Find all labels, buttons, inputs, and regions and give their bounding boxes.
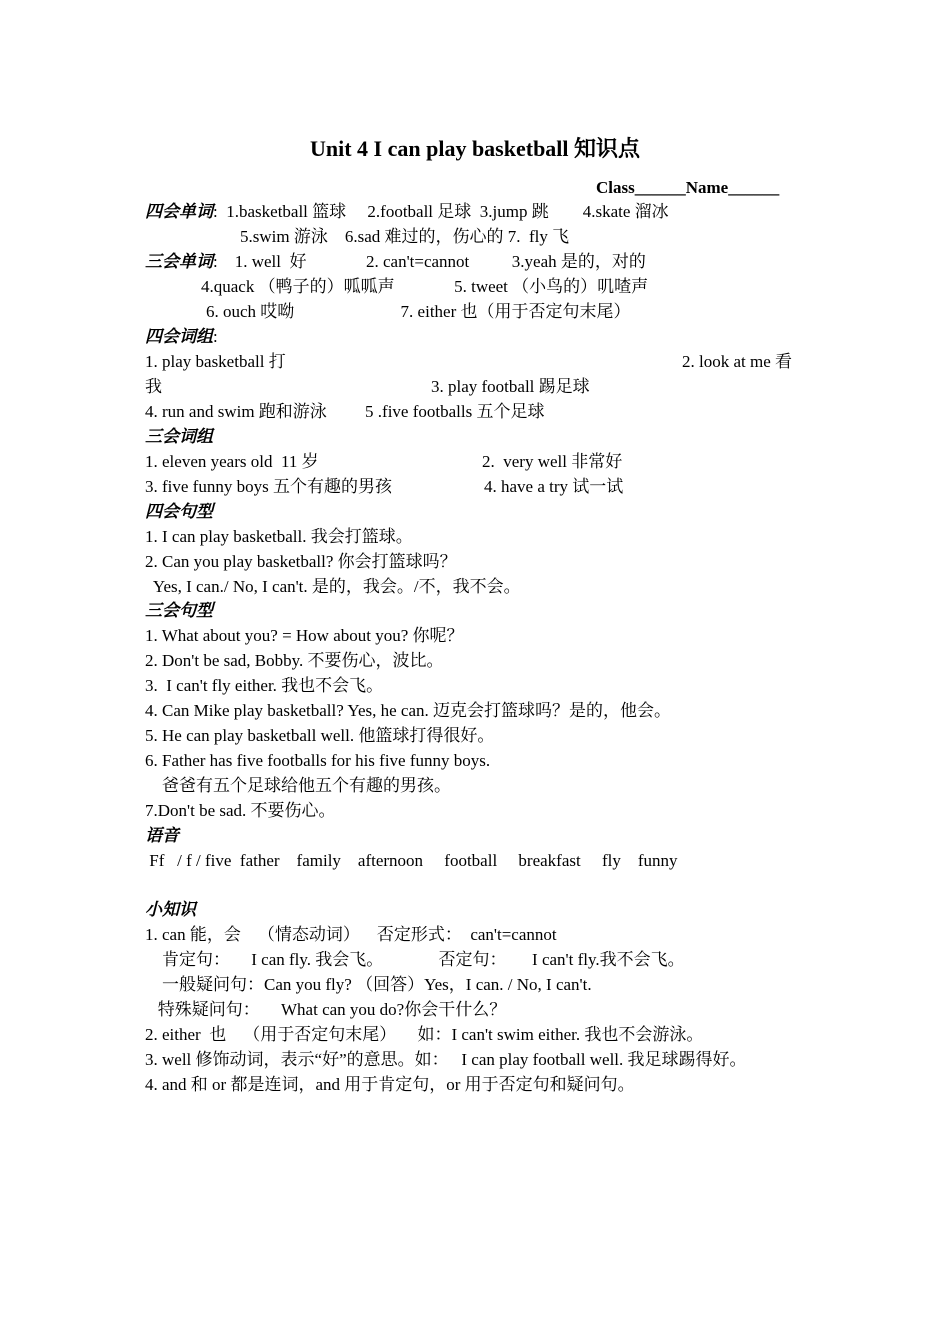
three-phrases-line-1a: 1. eleven years old 11 岁 <box>145 452 319 471</box>
phonics-heading: 语音 <box>145 826 179 845</box>
three-sentences-line-7: 爸爸有五个足球给他五个有趣的男孩。 <box>145 776 451 795</box>
four-words-heading: 四会单词 <box>145 202 213 221</box>
class-name-line: Class______Name______ <box>596 178 780 197</box>
four-sentences-line-2: 2. Can you play basketball? 你会打篮球吗？ <box>145 552 457 571</box>
tips-line-6: 3. well 修饰动词，表示“好”的意思。如： I can play football well. 我足球踢得好。 <box>145 1050 747 1069</box>
four-words-line-1 <box>145 202 669 222</box>
three-words-heading: 三会单词 <box>145 252 213 271</box>
three-sentences-line-1: 1. What about you? = How about you? 你呢？ <box>145 626 464 645</box>
tips-line-2: 肯定句： I can fly. 我会飞。 否定句： I can't fly.我不会飞。 <box>145 950 685 969</box>
three-sentences-heading: 三会句型 <box>145 601 213 620</box>
tips-line-5: 2. either 也 （用于否定句末尾） 如：I can't swim either. 我也不会游泳。 <box>145 1025 704 1044</box>
three-sentences-line-5: 5. He can play basketball well. 他篮球打得很好。 <box>145 726 495 745</box>
three-phrases-heading: 三会词组 <box>145 427 213 446</box>
tips-line-1: 1. can 能，会 （情态动词） 否定形式： can't=cannot <box>145 925 557 944</box>
three-sentences-line-6: 6. Father has five footballs for his five funny boys. <box>145 751 491 770</box>
three-words-colon: : <box>213 252 218 271</box>
tips-heading: 小知识 <box>145 900 196 919</box>
tips-line-4: 特殊疑问句： What can you do?你会干什么？ <box>145 1000 507 1019</box>
three-sentences-line-4: 4. Can Mike play basketball? Yes, he can. 迈克会打篮球吗？是的，他会。 <box>145 701 671 720</box>
three-words-line-2: 4.quack （鸭子的）呱呱声 5. tweet （小鸟的）叽喳声 <box>201 277 649 296</box>
four-phrases-line-1b: 2. look at me 看 <box>682 352 793 371</box>
four-phrases-line-2a: 我 <box>145 377 162 396</box>
four-sentences-heading: 四会句型 <box>145 502 213 521</box>
four-phrases-heading: 四会词组 <box>145 327 213 346</box>
three-words-text-1: 1. well 好 2. can't=cannot 3.yeah 是的，对的 <box>234 252 646 271</box>
three-words-line-1 <box>145 252 646 272</box>
four-phrases-line-2b: 3. play football 踢足球 <box>431 377 590 396</box>
page-title: Unit 4 I can play basketball 知识点 <box>309 136 641 161</box>
tips-line-3: 一般疑问句：Can you fly? （回答）Yes，I can. / No, I can't. <box>145 975 592 994</box>
three-words-line-3: 6. ouch 哎呦 7. either 也（用于否定句末尾） <box>206 302 631 321</box>
four-phrases-line-3: 4. run and swim 跑和游泳 5 .five footballs 五个足球 <box>145 402 545 421</box>
four-words-text-1: 1.basketball 篮球 2.football 足球 3.jump 跳 4.skate 溜冰 <box>226 202 669 221</box>
four-sentences-line-3: Yes, I can./ No, I can't. 是的，我会。/不，我不会。 <box>145 577 521 596</box>
four-phrases-heading-line <box>145 327 218 347</box>
phonics-line: Ff / f / five father family afternoon football breakfast fly funny <box>145 851 678 870</box>
three-phrases-line-2b: 4. have a try 试一试 <box>484 477 624 496</box>
four-phrases-colon: : <box>213 327 218 346</box>
four-phrases-line-1a: 1. play basketball 打 <box>145 352 286 371</box>
three-sentences-line-3: 3. I can't fly either. 我也不会飞。 <box>145 676 384 695</box>
three-sentences-line-2: 2. Don't be sad, Bobby. 不要伤心，波比。 <box>145 651 444 670</box>
four-sentences-line-1: 1. I can play basketball. 我会打篮球。 <box>145 527 413 546</box>
three-sentences-line-8: 7.Don't be sad. 不要伤心。 <box>145 801 336 820</box>
tips-line-7: 4. and 和 or 都是连词，and 用于肯定句，or 用于否定句和疑问句。 <box>145 1075 635 1094</box>
three-phrases-line-2a: 3. five funny boys 五个有趣的男孩 <box>145 477 392 496</box>
four-words-line-2: 5.swim 游泳 6.sad 难过的，伤心的 7. fly 飞 <box>240 227 570 246</box>
three-phrases-line-1b: 2. very well 非常好 <box>482 452 623 471</box>
four-words-colon: : <box>213 202 218 221</box>
